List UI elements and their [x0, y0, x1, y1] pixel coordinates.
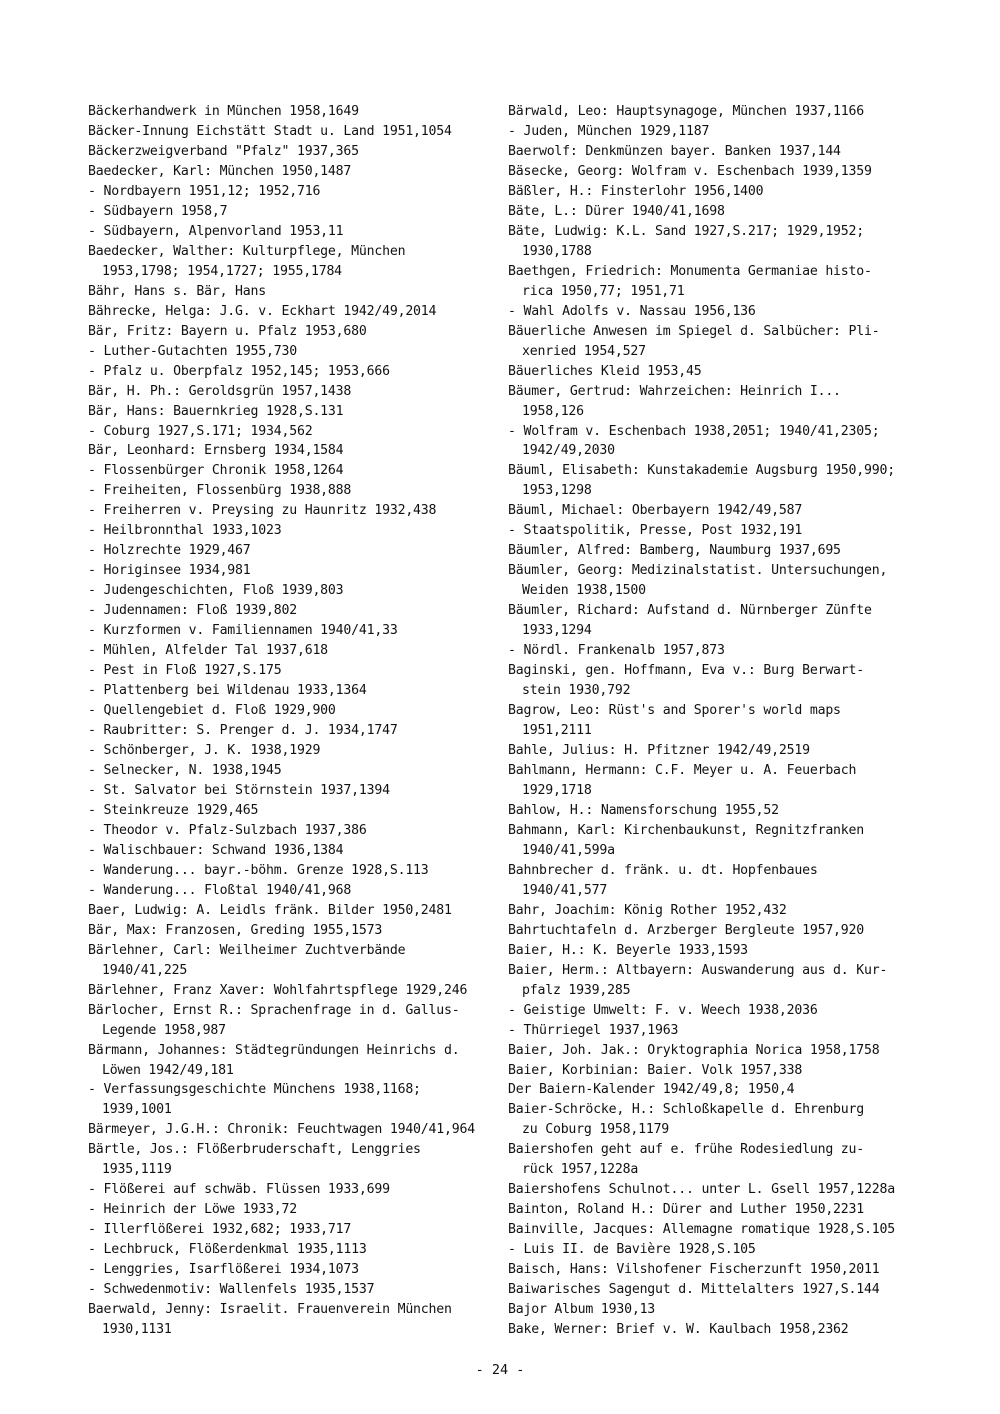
index-entry-line: Bäuml, Elisabeth: Kunstakademie Augsburg 1950,990; — [508, 463, 895, 479]
index-entry-line: Baedecker, Walther: Kulturpflege, München — [88, 243, 406, 259]
index-entry-line: Bäte, Ludwig: K.L. Sand 1927,S.217; 1929,1952; — [508, 223, 865, 239]
index-entry-line: Bahlow, H.: Namensforschung 1955,52 — [508, 802, 779, 818]
index-entry-line: - Mühlen, Alfelder Tal 1937,618 — [88, 643, 328, 659]
index-entry-line: Bahlmann, Hermann: C.F. Meyer u. A. Feuerbach — [508, 762, 857, 778]
index-entry-line: Bagrow, Leo: Rüst's and Sporer's world maps — [508, 703, 841, 719]
index-entry-line: - Lenggries, Isarflößerei 1934,1073 — [88, 1262, 359, 1278]
index-entry-line: 1935,1119 — [102, 1162, 172, 1178]
index-entry-line: 1942/49,2030 — [522, 443, 615, 459]
index-entry-line: - Heinrich der Löwe 1933,72 — [88, 1202, 297, 1218]
index-entry-line: Baerwolf: Denkmünzen bayer. Banken 1937,144 — [508, 143, 841, 159]
index-entry-line: - Schönberger, J. K. 1938,1929 — [88, 743, 321, 758]
index-entry-line: - Wahl Adolfs v. Nassau 1956,136 — [508, 303, 756, 319]
index-entry-line: Baiwarisches Sagengut d. Mittelalters 1927,S.144 — [508, 1282, 880, 1298]
index-entry-line: - Steinkreuze 1929,465 — [88, 802, 259, 818]
index-entry-line: - Flossenbürger Chronik 1958,1264 — [88, 463, 344, 479]
index-entry-line: Bär, Leonhard: Ernsberg 1934,1584 — [88, 443, 344, 459]
index-entry-line: - Judennamen: Floß 1939,802 — [88, 603, 297, 619]
index-entry-line: - St. Salvator bei Störnstein 1937,1394 — [88, 782, 390, 798]
index-entry-line: - Illerflößerei 1932,682; 1933,717 — [88, 1222, 352, 1238]
index-entry-line: Bäuml, Michael: Oberbayern 1942/49,587 — [508, 503, 803, 519]
index-entry-line: - Heilbronnthal 1933,1023 — [88, 523, 282, 539]
index-entry-line: Baginski, gen. Hoffmann, Eva v.: Burg Berwart- — [508, 663, 865, 679]
index-entry-line: - Südbayern 1958,7 — [88, 203, 228, 219]
index-entry-line: Bährecke, Helga: J.G. v. Eckhart 1942/49,2014 — [88, 303, 437, 319]
index-entry-line: 1940/41,577 — [522, 882, 608, 898]
page-number: - 24 - — [475, 1362, 525, 1378]
index-entry-line: - Nordbayern 1951,12; 1952,716 — [88, 183, 321, 199]
index-entry-line: - Schwedenmotiv: Wallenfels 1935,1537 — [88, 1282, 375, 1298]
index-entry-line: Baiershofen geht auf e. frühe Rodesiedlung zu- — [508, 1142, 865, 1158]
index-entry-line: - Theodor v. Pfalz-Sulzbach 1937,386 — [88, 822, 367, 838]
index-entry-line: Bäuerliches Kleid 1953,45 — [508, 363, 702, 379]
index-entry-line: - Thürriegel 1937,1963 — [508, 1022, 679, 1038]
index-entry-line: Bähr, Hans s. Bär, Hans — [88, 283, 267, 299]
index-entry-line: Bainville, Jacques: Allemagne romatique 1928,S.105 — [508, 1222, 895, 1238]
index-entry-line: Baier, Korbinian: Baier. Volk 1957,338 — [508, 1062, 803, 1078]
index-entry-line: Baier, H.: K. Beyerle 1933,1593 — [508, 942, 748, 958]
index-entry-line: Legende 1958,987 — [102, 1022, 226, 1038]
index-entry-line: Bäsecke, Georg: Wolfram v. Eschenbach 1939,1359 — [508, 163, 872, 179]
index-entry-line: Bake, Werner: Brief v. W. Kaulbach 1958,2362 — [508, 1322, 849, 1338]
index-entry-line: rica 1950,77; 1951,71 — [522, 283, 685, 299]
index-entry-line: Bäcker-Innung Eichstätt Stadt u. Land 1951,1054 — [88, 123, 452, 139]
index-entry-line: stein 1930,792 — [522, 683, 631, 699]
index-entry-line: - Freiherren v. Preysing zu Haunritz 1932,438 — [88, 503, 437, 519]
index-entry-line: - Nördl. Frankenalb 1957,873 — [508, 643, 725, 659]
index-entry-line: Weiden 1938,1500 — [522, 583, 646, 599]
index-entry-line: 1929,1718 — [522, 782, 592, 798]
index-entry-line: Bärmann, Johannes: Städtegründungen Heinrichs d. — [88, 1042, 460, 1058]
index-entry-line: Baethgen, Friedrich: Monumenta Germaniae histo- — [508, 263, 872, 279]
index-entry-line: 1953,1298 — [522, 483, 592, 499]
index-entry-line: 1958,126 — [522, 403, 584, 419]
index-entry-line: - Wanderung... Floßtal 1940/41,968 — [88, 882, 352, 898]
index-entry-line: Baer, Ludwig: A. Leidls fränk. Bilder 1950,2481 — [88, 902, 452, 918]
index-entry-line: Bärlehner, Franz Xaver: Wohlfahrtspflege 1929,246 — [88, 982, 468, 998]
index-entry-line: Bäckerzweigverband "Pfalz" 1937,365 — [88, 143, 359, 159]
index-entry-line: - Juden, München 1929,1187 — [508, 123, 710, 139]
index-entry-line: - Walischbauer: Schwand 1936,1384 — [88, 842, 344, 858]
index-entry-line: Bäumler, Richard: Aufstand d. Nürnberger Zünfte — [508, 603, 872, 619]
index-entry-line: - Pest in Floß 1927,S.175 — [88, 663, 282, 679]
index-entry-line: - Luis II. de Bavière 1928,S.105 — [508, 1242, 756, 1258]
index-entry-line: Baisch, Hans: Vilshofener Fischerzunft 1950,2011 — [508, 1262, 880, 1278]
index-entry-line: - Staatspolitik, Presse, Post 1932,191 — [508, 523, 803, 539]
index-entry-line: Baier, Joh. Jak.: Oryktographia Norica 1958,1758 — [508, 1042, 880, 1058]
index-entry-line: Bahrtuchtafeln d. Arzberger Bergleute 1957,920 — [508, 922, 865, 938]
index-entry-line: Bärlocher, Ernst R.: Sprachenfrage in d. Gallus- — [88, 1002, 460, 1018]
index-entry-line: Baier-Schröcke, H.: Schloßkapelle d. Ehrenburg — [508, 1102, 865, 1118]
index-entry-line: Baier, Herm.: Altbayern: Auswanderung aus d. Kur- — [508, 962, 888, 978]
index-entry-line: - Flößerei auf schwäb. Flüssen 1933,699 — [88, 1182, 390, 1198]
index-entry-line: - Verfassungsgeschichte Münchens 1938,1168; — [88, 1082, 421, 1098]
index-entry-line: Bär, Max: Franzosen, Greding 1955,1573 — [88, 922, 383, 938]
index-entry-line: 1930,1788 — [522, 243, 592, 259]
index-entry-line: pfalz 1939,285 — [522, 982, 631, 998]
index-entry-line: - Kurzformen v. Familiennamen 1940/41,33 — [88, 623, 398, 639]
index-entry-line: - Selnecker, N. 1938,1945 — [88, 762, 282, 778]
index-entry-line: - Holzrechte 1929,467 — [88, 543, 251, 559]
index-entry-line: Bäuerliche Anwesen im Spiegel d. Salbücher: Pli- — [508, 323, 880, 339]
index-entry-line: Bahmann, Karl: Kirchenbaukunst, Regnitzfranken — [508, 822, 865, 838]
index-entry-line: - Coburg 1927,S.171; 1934,562 — [88, 423, 313, 439]
index-entry-line: Bär, Fritz: Bayern u. Pfalz 1953,680 — [88, 323, 367, 339]
index-entry-line: Löwen 1942/49,181 — [102, 1062, 234, 1078]
index-entry-line: Bäumler, Alfred: Bamberg, Naumburg 1937,695 — [508, 543, 841, 559]
index-entry-line: 1940/41,599a — [522, 842, 615, 858]
index-entry-line: Bärwald, Leo: Hauptsynagoge, München 1937,1166 — [508, 104, 865, 119]
index-entry-line: Bainton, Roland H.: Dürer and Luther 1950,2231 — [508, 1202, 865, 1218]
index-entry-line: - Luther-Gutachten 1955,730 — [88, 343, 297, 359]
index-entry-line: Bärmeyer, J.G.H.: Chronik: Feuchtwagen 1940/41,964 — [88, 1122, 475, 1138]
index-entry-line: Bäßler, H.: Finsterlohr 1956,1400 — [508, 183, 764, 199]
index-entry-line: Baiershofens Schulnot... unter L. Gsell 1957,1228a — [508, 1182, 895, 1198]
index-entry-line: Bäckerhandwerk in München 1958,1649 — [88, 104, 359, 119]
index-entry-line: - Freiheiten, Flossenbürg 1938,888 — [88, 483, 352, 499]
index-entry-line: Bahle, Julius: H. Pfitzner 1942/49,2519 — [508, 743, 810, 758]
index-entry-line: 1930,1131 — [102, 1322, 172, 1338]
index-entry-line: Bär, H. Ph.: Geroldsgrün 1957,1438 — [88, 383, 352, 399]
index-entry-line: - Südbayern, Alpenvorland 1953,11 — [88, 223, 344, 239]
index-entry-line: - Quellengebiet d. Floß 1929,900 — [88, 703, 336, 719]
index-entry-line: 1933,1294 — [522, 623, 592, 639]
index-entry-line: 1940/41,225 — [102, 962, 188, 978]
index-entry-line: - Judengeschichten, Floß 1939,803 — [88, 583, 344, 599]
index-entry-line: rück 1957,1228a — [522, 1162, 639, 1178]
index-entry-line: - Pfalz u. Oberpfalz 1952,145; 1953,666 — [88, 363, 390, 379]
right-column — [508, 102, 948, 1340]
index-entry-line: 1951,2111 — [522, 723, 592, 739]
index-entry-line: 1939,1001 — [102, 1102, 172, 1118]
index-entry-line: - Wanderung... bayr.-böhm. Grenze 1928,S.113 — [88, 862, 429, 878]
index-entry-line: Baedecker, Karl: München 1950,1487 — [88, 163, 352, 179]
index-entry-line: - Plattenberg bei Wildenau 1933,1364 — [88, 683, 367, 699]
index-entry-line: Bajor Album 1930,13 — [508, 1302, 656, 1318]
index-entry-line: - Geistige Umwelt: F. v. Weech 1938,2036 — [508, 1002, 818, 1018]
index-entry-line: - Horiginsee 1934,981 — [88, 563, 251, 579]
index-entry-line: Bäte, L.: Dürer 1940/41,1698 — [508, 203, 725, 219]
index-entry-line: Baerwald, Jenny: Israelit. Frauenverein München — [88, 1302, 452, 1318]
left-column — [88, 102, 508, 1340]
index-entry-line: Bärtle, Jos.: Flößerbruderschaft, Lenggries — [88, 1142, 421, 1158]
index-entry-line: zu Coburg 1958,1179 — [522, 1122, 670, 1138]
index-entry-line: Bahnbrecher d. fränk. u. dt. Hopfenbaues — [508, 862, 818, 878]
index-entry-line: Bärlehner, Carl: Weilheimer Zuchtverbände — [88, 942, 406, 958]
index-entry-line: Bahr, Joachim: König Rother 1952,432 — [508, 902, 787, 918]
index-entry-line: xenried 1954,527 — [522, 343, 646, 359]
index-entry-line: Bäumler, Georg: Medizinalstatist. Untersuchungen, — [508, 563, 888, 579]
index-entry-line: - Lechbruck, Flößerdenkmal 1935,1113 — [88, 1242, 367, 1258]
index-entry-line: - Wolfram v. Eschenbach 1938,2051; 1940/41,2305; — [508, 423, 880, 439]
index-entry-line: Bär, Hans: Bauernkrieg 1928,S.131 — [88, 403, 344, 419]
index-entry-line: Bäumer, Gertrud: Wahrzeichen: Heinrich I... — [508, 383, 841, 399]
index-entry-line: - Raubritter: S. Prenger d. J. 1934,1747 — [88, 723, 398, 739]
index-entry-line: 1953,1798; 1954,1727; 1955,1784 — [102, 263, 342, 279]
index-entry-line: Der Baiern-Kalender 1942/49,8; 1950,4 — [508, 1082, 795, 1098]
